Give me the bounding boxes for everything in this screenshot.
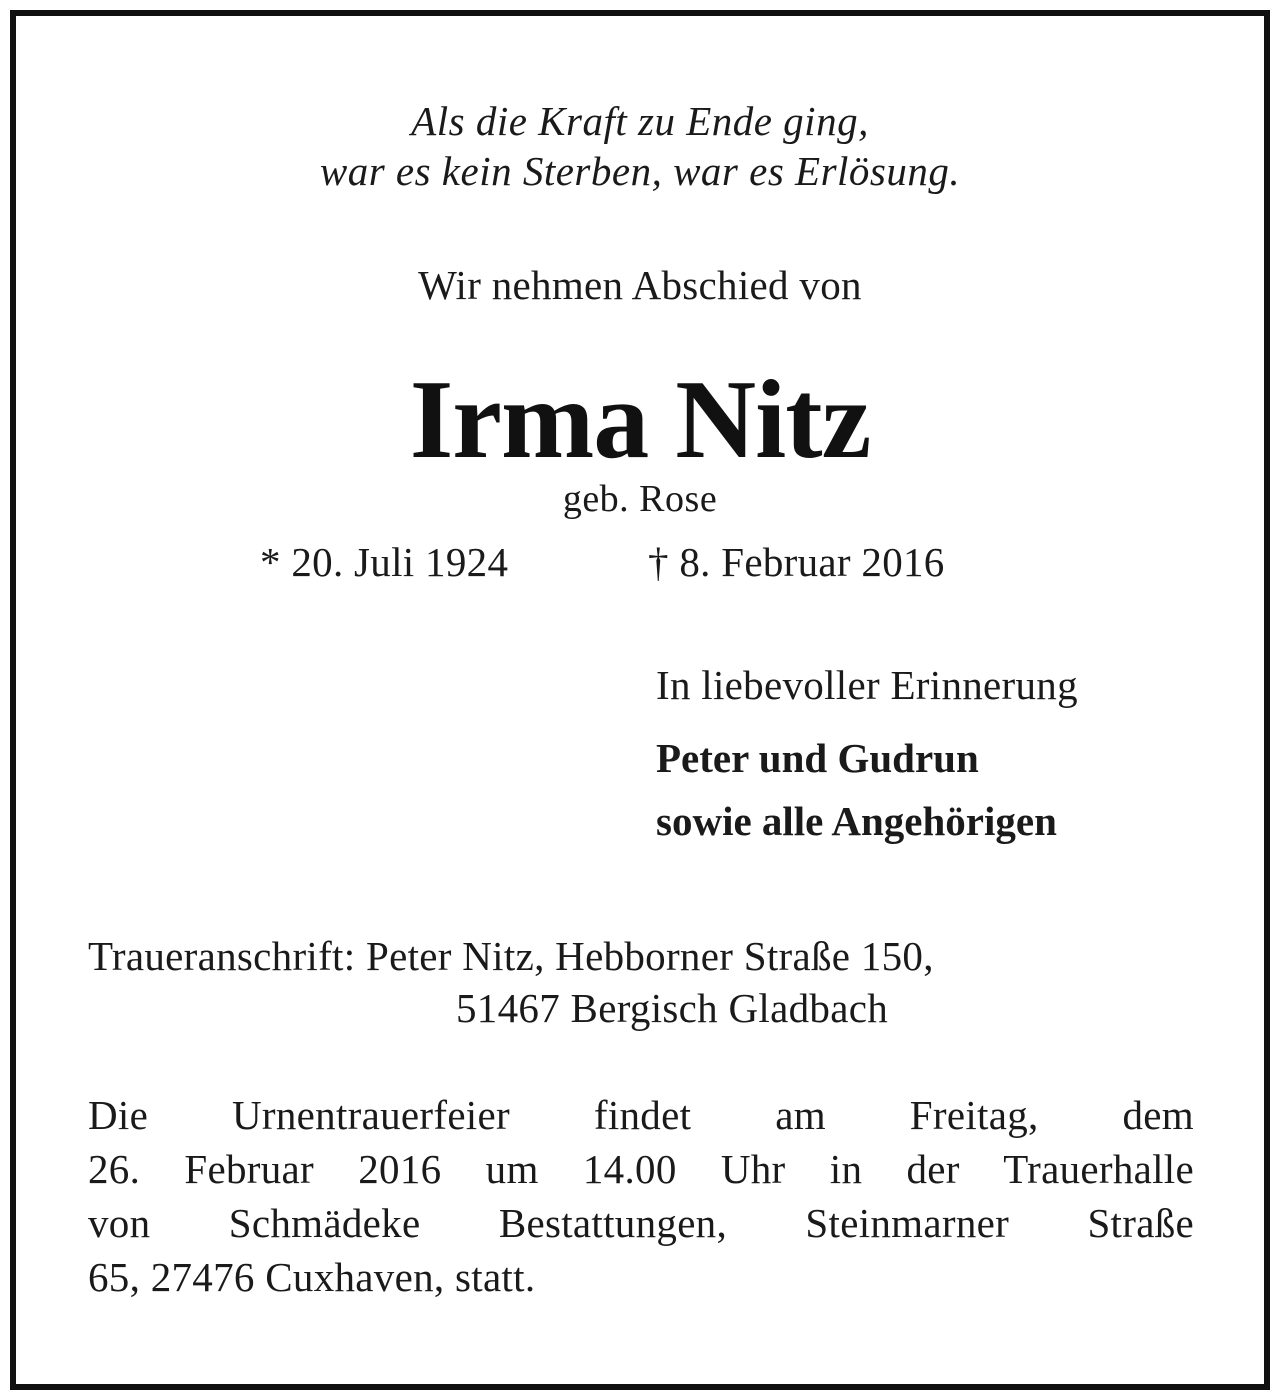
ceremony-line-4: 65, 27476 Cuxhaven, statt. [88, 1254, 536, 1300]
ceremony-line-2: 26. Februar 2016 um 14.00 Uhr in der Trauerhalle [88, 1146, 1194, 1192]
memory-phrase: In liebevoller Erinnerung [656, 662, 1078, 708]
mourning-address-line-2: 51467 Bergisch Gladbach [456, 985, 888, 1031]
maiden-name: geb. Rose [562, 478, 718, 520]
ceremony-line-3: von Schmädeke Bestattungen, Steinmarner Straße [88, 1200, 1194, 1246]
mourners-line-1: Peter und Gudrun [656, 735, 979, 781]
intro-text: Wir nehmen Abschied von [418, 262, 862, 308]
ceremony-line-1: Die Urnentrauerfeier findet am Freitag, dem [88, 1092, 1194, 1138]
death-date: † 8. Februar 2016 [648, 539, 945, 585]
quote [0, 96, 1280, 196]
birth-date: * 20. Juli 1924 [260, 539, 509, 585]
quote-line-1: Als die Kraft zu Ende ging, [411, 98, 869, 144]
mourners-line-2: sowie alle Angehörigen [656, 798, 1057, 844]
deceased-name: Irma Nitz [409, 358, 871, 482]
quote-line-2: war es kein Sterben, war es Erlösung. [319, 148, 961, 194]
mourning-address-line-1: Traueranschrift: Peter Nitz, Hebborner Straße 150, [88, 933, 934, 979]
ceremony-paragraph [88, 1088, 1194, 1304]
